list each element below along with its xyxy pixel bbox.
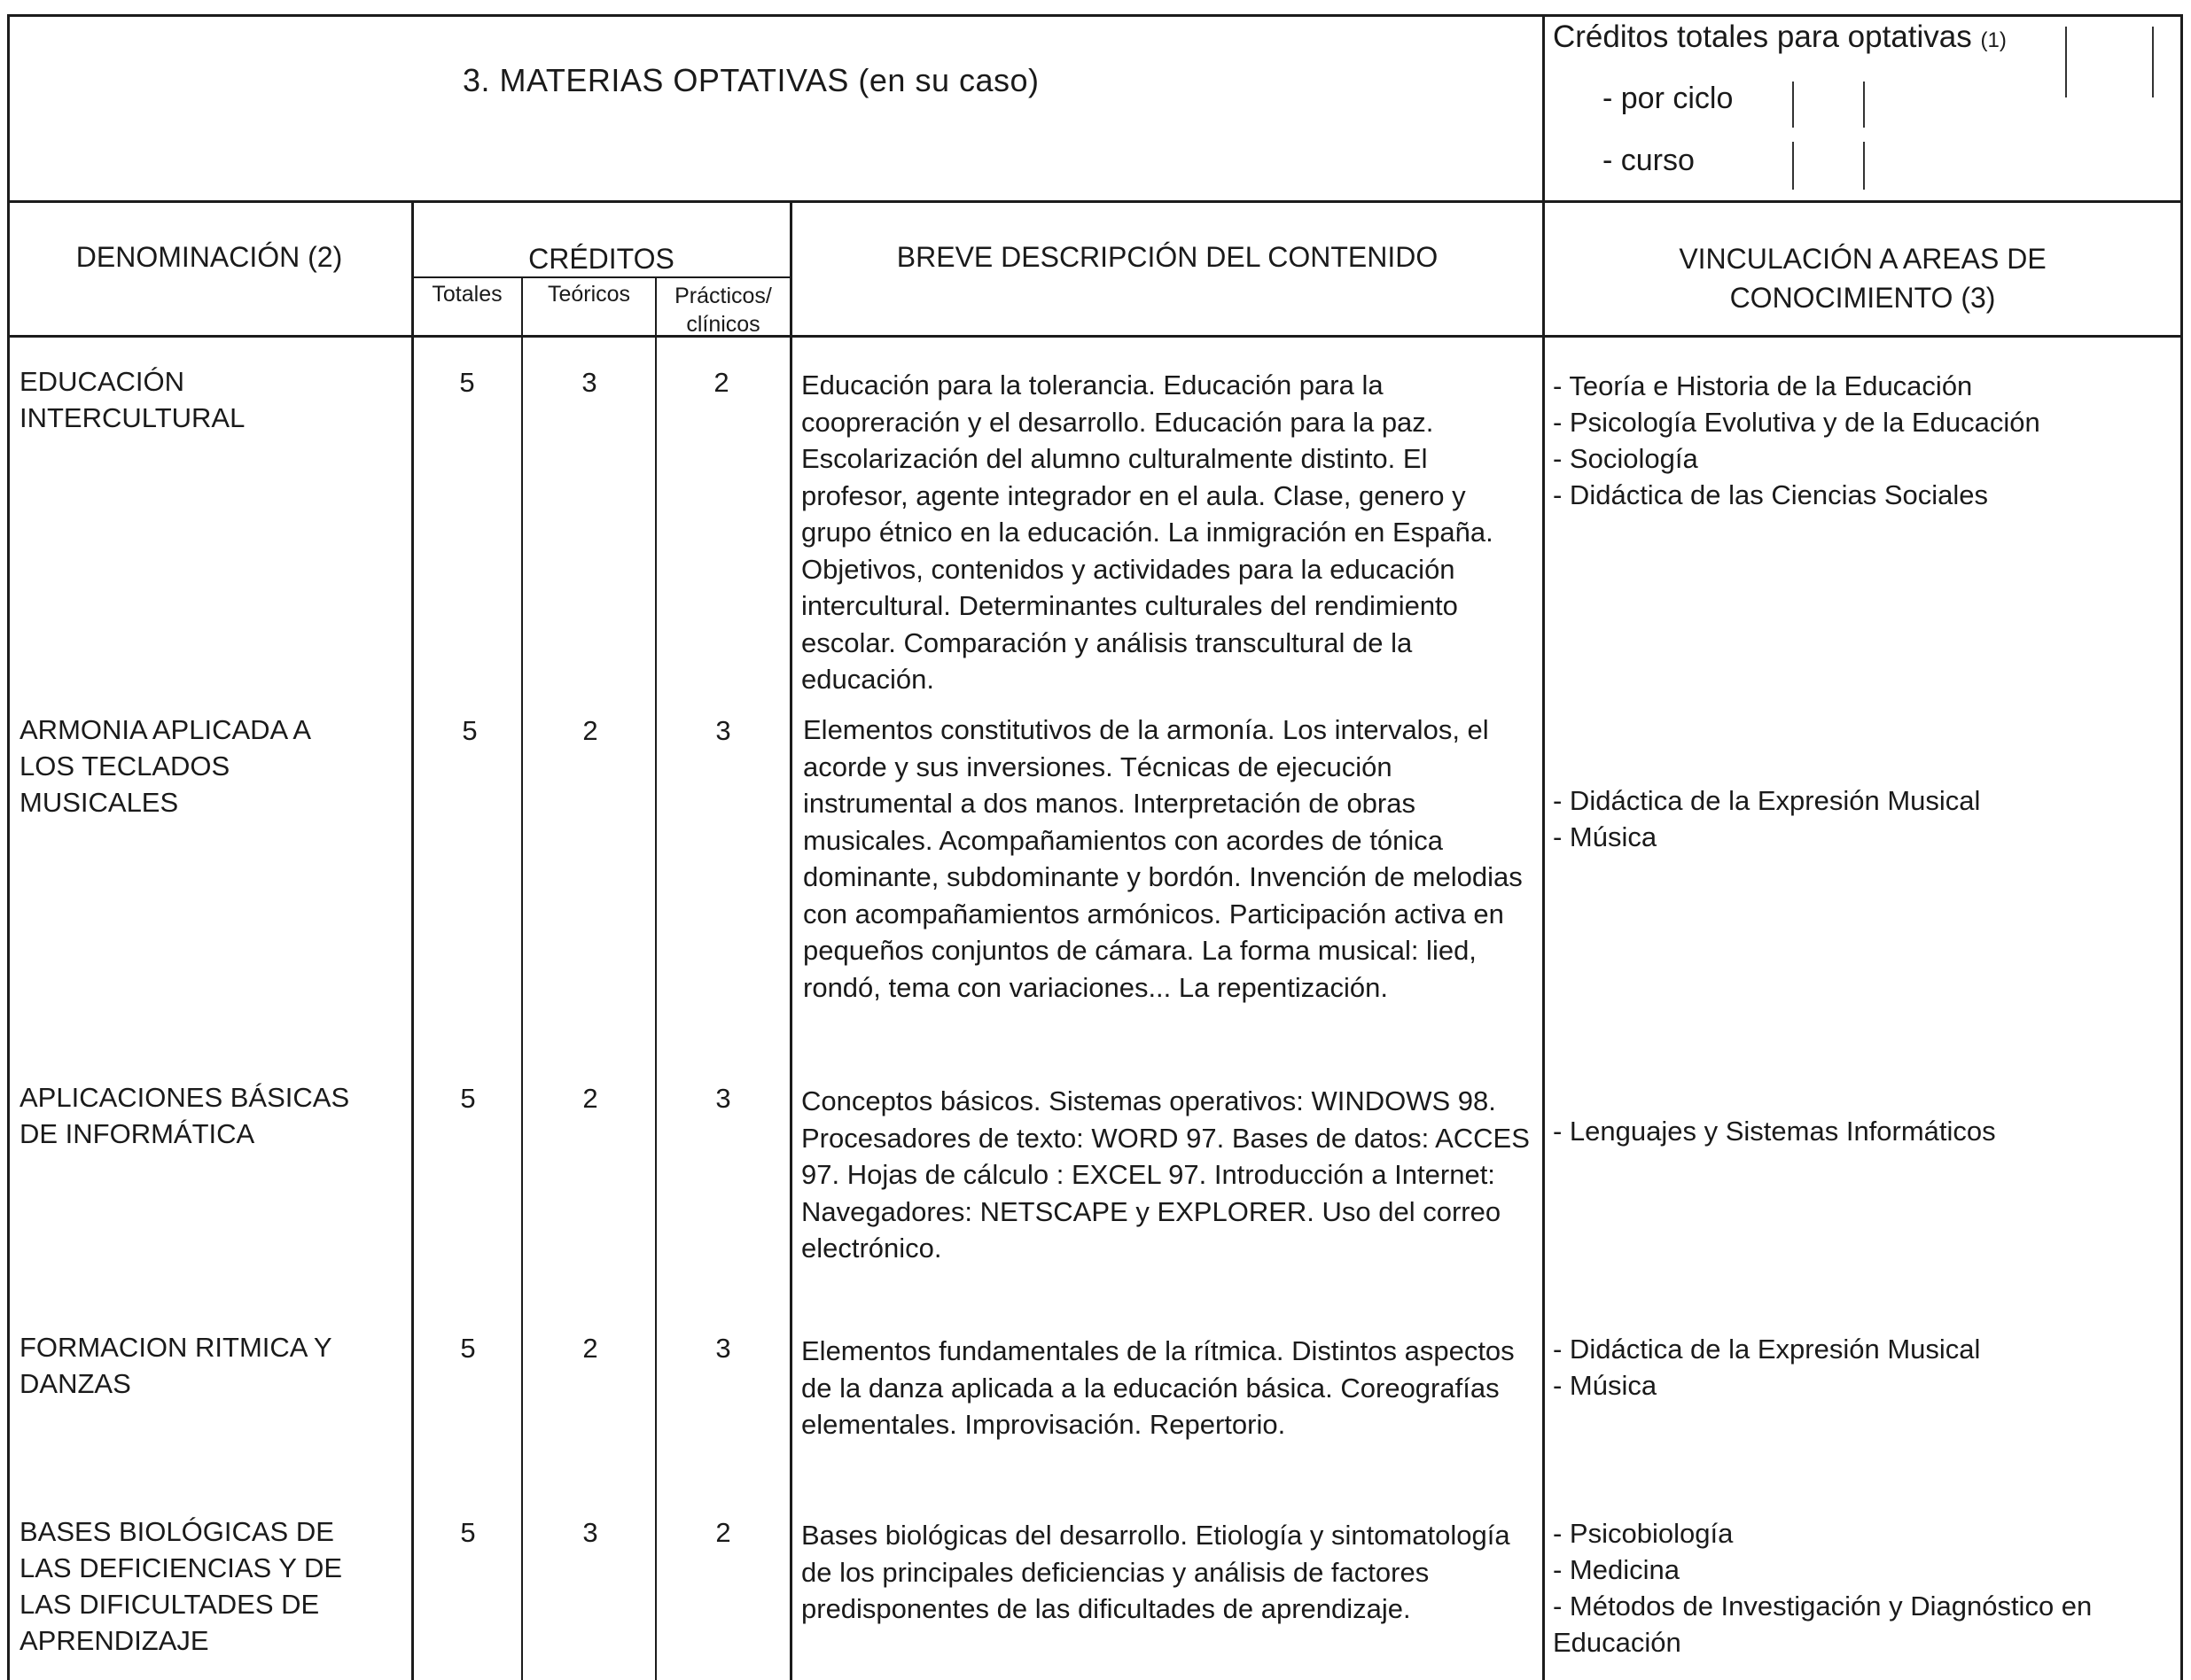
area-item: - Didáctica de la Expresión Musical: [1553, 1334, 1981, 1365]
col-header-vinculacion-line1: VINCULACIÓN A AREAS DE: [1679, 243, 2047, 275]
table-top-border: [7, 14, 2183, 17]
table-row-name: [19, 712, 311, 821]
table-row-name: [19, 1513, 342, 1659]
area-item: - Didáctica de las Ciencias Sociales: [1553, 479, 1989, 510]
area-item: - Didáctica de la Expresión Musical: [1553, 785, 1981, 816]
credits-total-text: Créditos totales para optativas: [1553, 19, 1972, 54]
area-item: - Medicina: [1553, 1554, 1680, 1585]
per-course-box: [1792, 142, 1865, 190]
name-line: ARMONIA APLICADA A: [19, 714, 312, 745]
credits-teoricos: 3: [582, 1517, 598, 1548]
col-header-practicos-line2: clínicos: [686, 312, 760, 337]
area-item: - Lenguajes y Sistemas Informáticos: [1553, 1116, 1996, 1147]
credits-practicos: 3: [715, 715, 731, 746]
col-header-creditos: CRÉDITOS: [528, 243, 674, 275]
header-bottom-border: [7, 200, 2183, 203]
name-line: EDUCACIÓN: [19, 366, 185, 397]
description: Conceptos básicos. Sistemas operativos: WINDOWS 98. Procesadores de texto: WORD 97. Bases de datos: ACCES 97. Hojas de cálculo : EXCEL 97. Introducción a Internet: Navegadores: NETSCAPE y EXPLORER. Uso del correo electrónico.: [801, 1085, 1530, 1264]
col-header-practicos: [657, 282, 790, 338]
credits-totales: 5: [459, 367, 475, 398]
credits-totales: 5: [460, 1333, 476, 1364]
name-line: APRENDIZAJE: [19, 1625, 209, 1656]
name-line: MUSICALES: [19, 787, 179, 818]
col-divider-totales: [521, 276, 523, 1680]
per-cycle-label: - por ciclo: [1602, 82, 1734, 115]
area-item: - Psicología Evolutiva y de la Educación: [1553, 407, 2040, 438]
col-header-denominacion: DENOMINACIÓN (2): [75, 241, 343, 273]
per-cycle-box: [1792, 82, 1865, 128]
areas: [1553, 1113, 1996, 1149]
description: Educación para la tolerancia. Educación para la coopreración y el desarrollo. Educación para la paz. Escolarización del alumno culturalmente distinto. El profesor, agente integrador en el aula. Clase, genero y grupo étnico en la educación. La inmigración en España. Objetivos, contenidos y actividades para la educación intercultural. Determinantes culturales del rendimiento escolar. Comparación y análisis transcultural de la educación.: [801, 369, 1493, 695]
name-line: APLICACIONES BÁSICAS: [19, 1082, 350, 1113]
credits-totales: 5: [462, 715, 478, 746]
col-divider-creditos: [790, 200, 792, 1680]
credits-practicos: 2: [713, 367, 729, 398]
col-header-vinculacion: [1545, 239, 2180, 317]
area-item: - Teoría e Historia de la Educación: [1553, 370, 1973, 401]
areas: [1553, 782, 1980, 855]
name-line: DANZAS: [19, 1368, 131, 1399]
areas: [1553, 1331, 1980, 1404]
table-right-border: [2180, 14, 2183, 1680]
table-row-name: [19, 1329, 332, 1402]
credits-note: (1): [1980, 28, 2007, 52]
name-line: LAS DEFICIENCIAS Y DE: [19, 1552, 343, 1583]
col-header-practicos-line1: Prácticos/: [674, 284, 772, 308]
credits-total-label: [1553, 19, 2007, 55]
area-item: - Psicobiología: [1553, 1518, 1734, 1549]
description: Elementos fundamentales de la rítmica. Distintos aspectos de la danza aplicada a la educación básica. Coreografías elementales. Improvisación. Repertorio.: [801, 1335, 1515, 1440]
credits-practicos: 3: [715, 1333, 731, 1364]
areas: [1553, 368, 2040, 513]
creditos-subheader-line: [412, 276, 791, 278]
credits-total-box: [2065, 27, 2154, 97]
col-divider-denominacion: [411, 200, 414, 1680]
description: Elementos constitutivos de la armonía. Los intervalos, el acorde y sus inversiones. Técnicas de ejecución instrumental a dos manos. Interpretación de obras musicales. Acompañamientos con acordes de tónica dominante, subdominante y bordón. Invención de melodias con acompañamientos armónicos. Participación activa en pequeños conjuntos de cámara. La forma musical: lied, rondó, tema con variaciones... La repentización.: [803, 714, 1523, 1003]
credits-teoricos: 3: [581, 367, 597, 398]
name-line: LAS DIFICULTADES DE: [19, 1589, 320, 1620]
col-header-descripcion: BREVE DESCRIPCIÓN DEL CONTENIDO: [896, 241, 1439, 273]
name-line: BASES BIOLÓGICAS DE: [19, 1516, 334, 1547]
credits-teoricos: 2: [582, 715, 598, 746]
name-line: INTERCULTURAL: [19, 402, 246, 433]
area-item: - Música: [1553, 821, 1657, 852]
name-line: FORMACION RITMICA Y: [19, 1332, 332, 1363]
credits-practicos: 3: [715, 1083, 731, 1114]
credits-teoricos: 2: [582, 1333, 598, 1364]
credits-practicos: 2: [715, 1517, 731, 1548]
column-header-bottom-border: [7, 335, 2183, 338]
areas: [1553, 1515, 2092, 1661]
name-line: DE INFORMÁTICA: [19, 1118, 255, 1149]
credits-totales: 5: [460, 1517, 476, 1548]
col-header-totales: Totales: [432, 282, 503, 307]
area-item: - Música: [1553, 1370, 1657, 1401]
area-item: - Métodos de Investigación y Diagnóstico en: [1553, 1591, 2093, 1622]
per-course-label: - curso: [1602, 144, 1695, 177]
col-divider-teoricos: [655, 276, 657, 1680]
col-header-vinculacion-line2: CONOCIMIENTO (3): [1729, 282, 1996, 314]
table-row-name: [19, 363, 245, 436]
area-item: Educación: [1553, 1627, 1681, 1658]
col-header-teoricos: Teóricos: [547, 282, 631, 307]
credits-totales: 5: [460, 1083, 476, 1114]
description: Bases biológicas del desarrollo. Etiología y sintomatología de los principales deficiencias y análisis de factores predisponentes de las dificultades de aprendizaje.: [801, 1520, 1510, 1624]
table-row-name: [19, 1079, 349, 1152]
name-line: LOS TECLADOS: [19, 751, 230, 782]
credits-teoricos: 2: [582, 1083, 598, 1114]
area-item: - Sociología: [1553, 443, 1698, 474]
section-title: 3. MATERIAS OPTATIVAS (en su caso): [463, 62, 1040, 98]
